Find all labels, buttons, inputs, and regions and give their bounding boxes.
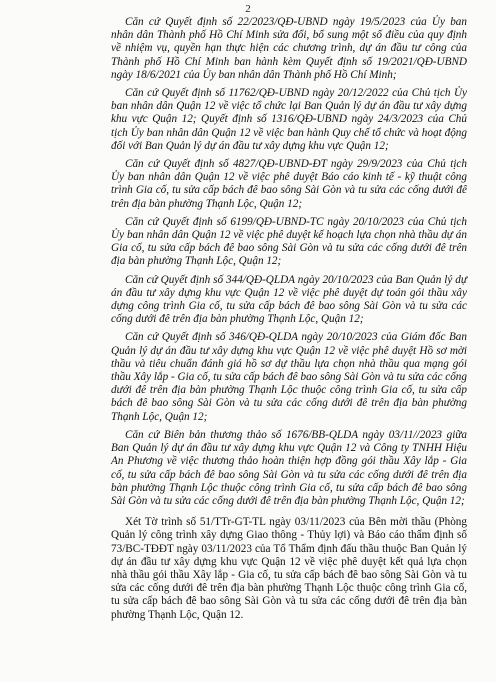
page-number: 2 xyxy=(245,3,251,15)
legal-basis-paragraph: Căn cứ Biên bản thương thảo số 1676/BB-QLDA ngày 03/11//2023 giữa Ban Quản lý dự án đầu tư xây dựng khu vực Quận 12 và Công ty TNHH Hiệu An Phương về việc thương thảo hoàn thiện hợp đồng gói thầu Xây lắp - Gia cố, tu sửa cấp bách đê bao sông Sài Gòn và tu sửa các cống dưới đê trên địa bàn phường Thạnh Lộc thuộc công trình Gia cố, tu sửa cấp bách đê bao sông Sài Gòn và tu sửa các cống dưới đê trên địa bàn phường Thạnh Lộc, Quận 12; xyxy=(111,428,467,507)
legal-basis-paragraph: Căn cứ Quyết định số 4827/QĐ-UBND-ĐT ngày 29/9/2023 của Chủ tịch Ủy ban nhân dân Quận 12 về việc phê duyệt Báo cáo kinh tế - kỹ thuật công trình Gia cố, tu sửa cấp bách đê bao sông Sài Gòn và tu sửa các cống dưới đê trên địa bàn phường Thạnh Lộc, Quận 12; xyxy=(111,158,467,210)
legal-basis-paragraph: Căn cứ Quyết định số 346/QĐ-QLDA ngày 20/10/2023 của Giám đốc Ban Quản lý dự án đầu tư xây dựng khu vực Quận 12 về việc phê duyệt Hồ sơ mời thầu và tiêu chuẩn đánh giá hồ sơ dự thầu lựa chọn nhà thầu qua mạng gói thầu Xây lắp - Gia cố, tu sửa cấp bách đê bao sông Sài Gòn và tu sửa các cống dưới đê trên địa bàn phường Thạnh Lộc thuộc công trình Gia cố, tu sửa cấp bách đê bao sông Sài Gòn và tu sửa các cống dưới đê trên địa bàn phường Thạnh Lộc, Quận 12; xyxy=(111,331,467,423)
legal-basis-paragraph: Căn cứ Quyết định số 11762/QĐ-UBND ngày 20/12/2022 của Chủ tịch Ủy ban nhân dân Quận 12 về việc tổ chức lại Ban Quản lý dự án đầu tư xây dựng khu vực Quận 12; Quyết định số 1316/QĐ-UBND ngày 24/3/2023 của Chủ tịch Ủy ban nhân dân Quận 12 về việc ban hành Quy chế tổ chức và hoạt động đối với Ban Quản lý dự án đầu tư xây dựng khu vực Quận 12; xyxy=(111,87,467,152)
legal-basis-paragraph: Căn cứ Quyết định số 344/QĐ-QLDA ngày 20/10/2023 của Ban Quản lý dự án đầu tư xây dựng khu vực Quận 12 về việc phê duyệt dự toán gói thầu xây dựng công trình Gia cố, tu sửa cấp bách đê bao sông Sài Gòn và tu sửa các cống dưới đê trên địa bàn phường Thạnh Lộc, Quận 12; xyxy=(111,273,467,326)
legal-basis-paragraph: Căn cứ Quyết định số 22/2023/QĐ-UBND ngày 19/5/2023 của Ủy ban nhân dân Thành phố Hồ Chí Minh sửa đổi, bổ sung một số điều của quy định về nhiệm vụ, quyền hạn thực hiện các chương trình, dự án đầu tư công của Thành phố Hồ Chí Minh ban hành kèm Quyết định số 19/2021/QĐ-UBND ngày 18/6/2021 của Ủy ban nhân dân Thành phố Hồ Chí Minh; xyxy=(111,16,467,81)
consideration-paragraph: Xét Tờ trình số 51/TTr-GT-TL ngày 03/11/2023 của Bên mời thầu (Phòng Quản lý công trình xây dựng Giao thông - Thủy lợi) và Báo cáo thẩm định số 73/BC-TĐĐT ngày 03/11/2023 của Tổ Thẩm định đấu thầu thuộc Ban Quản lý dự án đầu tư xây dựng khu vực Quận 12 về việc phê duyệt kết quả lựa chọn nhà thầu gói thầu Xây lắp - Gia cố, tu sửa cấp bách đê bao sông Sài Gòn và tu sửa các cống dưới đê trên địa bàn phường Thạnh Lộc thuộc công trình Gia cố, tu sửa cấp bách đê bao sông Sài Gòn và tu sửa các cống dưới đê trên địa bàn phường Thạnh Lộc, Quận 12. xyxy=(111,516,467,621)
legal-basis-paragraph: Căn cứ Quyết định số 6199/QĐ-UBND-TC ngày 20/10/2023 của Chủ tịch Ủy ban nhân dân Quận 12 về việc phê duyệt kế hoạch lựa chọn nhà thầu dự án Gia cố, tu sửa cấp bách đê bao sông Sài Gòn và tu sửa các cống dưới đê trên địa bàn phường Thạnh Lộc, Quận 12; xyxy=(111,215,467,268)
document-body xyxy=(111,16,467,627)
